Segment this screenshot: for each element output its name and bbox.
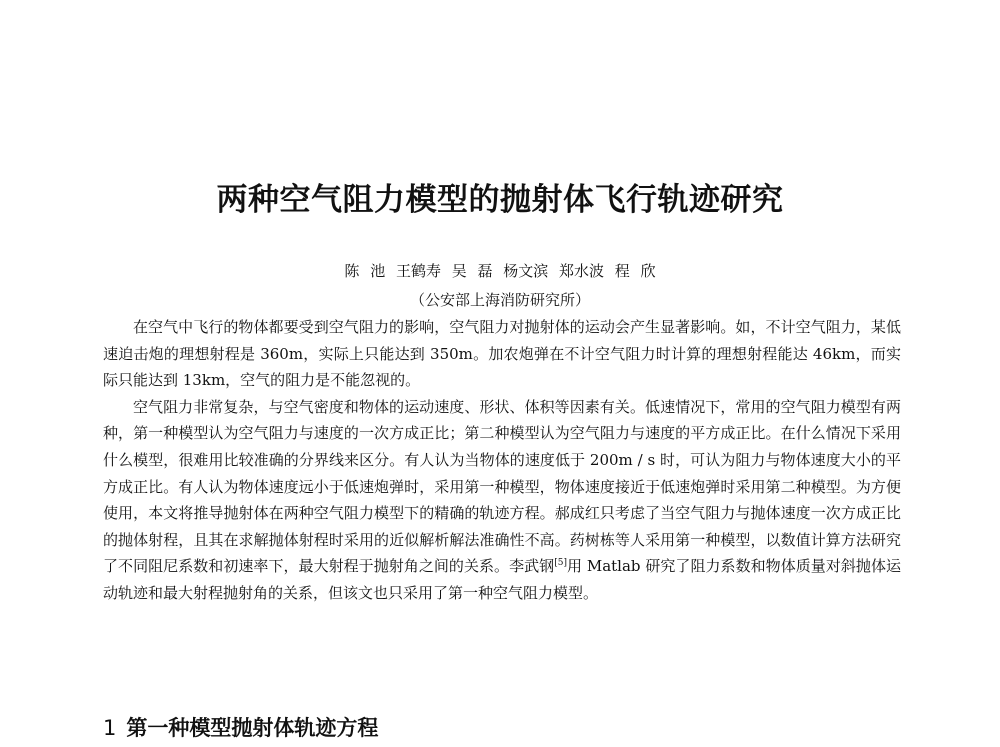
body-paragraph-2 [103,394,901,607]
paragraph-2-text: 空气阻力非常复杂，与空气密度和物体的运动速度、形状、体积等因素有关。低速情况下，常用的空气阻力模型有两种，第一种模型认为空气阻力与速度的一次方成正比；第二种模型认为空气阻力与速度的平方成正比。在什么情况下采用什么模型，很难用比较准确的分界线来区分。有人认为当物体的速度低于 200m / s 时，可认为阻力与物体速度大小的平方成正比。有人认为物体速度远小于低速炮弹时，采用第一种模型，物体速度接近于低速炮弹时采用第二种模型。为方便使用，本文将推导抛射体在两种空气阻力模型下的精确的轨迹方程。郝成红只考虑了当空气阻力与抛体速度一次方成正比的抛体射程，且其在求解抛体射程时采用的近似解析解法准确性不高。药树栋等人采用第一种模型，以数值计算方法研究了不同阻尼系数和初速率下，最大射程于抛射角之间的关系。李武钢 [103,397,901,576]
section-number: 1 [103,716,117,740]
section-title: 第一种模型抛射体轨迹方程 [126,716,379,740]
paper-title: 两种空气阻力模型的抛射体飞行轨迹研究 [216,182,784,218]
body-text [103,314,901,607]
author-affiliation: （公安部上海消防研究所） [409,291,590,309]
section-heading [103,713,703,743]
author-list: 陈 池 王鹤寿 吴 磊 杨文滨 郑水波 程 欣 [344,262,656,280]
citation-reference: [5] [554,558,567,569]
paragraph-2-tail: 用 Matlab 研究了阻力系数和物体质量对斜抛体运动轨迹和最大射程抛射角的关系，但该文也只采用了第一种空气阻力模型。 [103,557,901,602]
body-paragraph-1: 在空气中飞行的物体都要受到空气阻力的影响，空气阻力对抛射体的运动会产生显著影响。如，不计空气阻力，某低速迫击炮的理想射程是 360m，实际上只能达到 350m。加农炮弹在不计空气阻力时计算的理想射程能达 46km，而实际只能达到 13km，空气的阻力是不能忽视的。 [103,318,901,390]
